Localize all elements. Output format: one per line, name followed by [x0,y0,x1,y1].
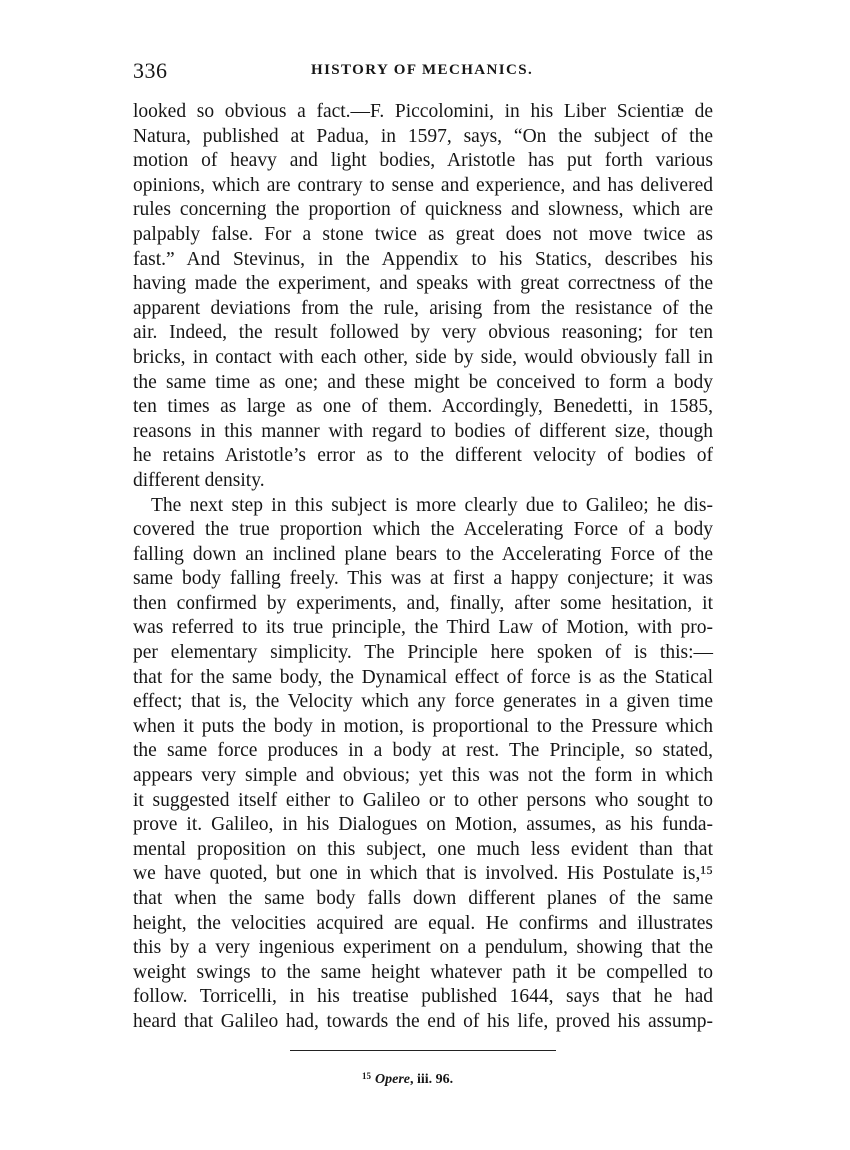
page-number: 336 [133,58,168,83]
text-line: looked so obvious a fact.—F. Piccolomini, in his Liber Scientiæ de [133,101,713,122]
text-line: prove it. Galileo, in his Dialogues on Motion, assumes, as his funda- [133,814,713,836]
text-line: ten times as large as one of them. Accordingly, Benedetti, in 1585, [133,396,713,418]
text-line: the same force produces in a body at rest. The Principle, so stated, [133,740,713,762]
text-line: this by a very ingenious experiment on a pendulum, showing that the [133,937,713,959]
text-line: he retains Aristotle’s error as to the different velocity of bodies of [133,445,713,467]
text-line: the same time as one; and these might be conceived to form a body [133,371,713,393]
text-line: fast.” And Stevinus, in the Appendix to his Statics, describes his [133,248,713,270]
text-line: palpably false. For a stone twice as great does not move twice as [133,223,713,245]
text-line: per elementary simplicity. The Principle here spoken of is this:— [133,642,713,664]
text-line: same body falling freely. This was at first a happy conjecture; it was [133,568,713,590]
text-line: that for the same body, the Dynamical effect of force is as the Statical [133,666,713,688]
text-line: mental proposition on this subject, one much less evident than that [133,838,713,860]
text-line: was referred to its true principle, the Third Law of Motion, with pro- [133,617,713,639]
text-line: opinions, which are contrary to sense and experience, and has delivered [133,174,713,196]
text-line: apparent deviations from the rule, arising from the resistance of the [133,297,713,319]
running-head [133,58,713,86]
text-line: when it puts the body in motion, is proportional to the Pressure which [133,715,713,737]
text-line: air. Indeed, the result followed by very obvious reasoning; for ten [133,322,713,344]
footnote [362,1071,453,1088]
text-line: The next step in this subject is more clearly due to Galileo; he dis- [151,494,713,516]
text-line: effect; that is, the Velocity which any force generates in a given time [133,691,713,713]
text-line: we have quoted, but one in which that is involved. His Postulate is,¹⁵ [133,863,713,885]
text-line: appears very simple and obvious; yet this was not the form in which [133,765,713,787]
text-line: heard that Galileo had, towards the end of his life, proved his assump- [133,1010,713,1032]
text-line: covered the true proportion which the Accelerating Force of a body [133,519,713,541]
text-line: rules concerning the proportion of quickness and slowness, which are [133,199,713,221]
text-line: it suggested itself either to Galileo or to other persons who sought to [133,789,713,811]
footnote-divider [290,1050,556,1051]
footnote-marker: 15 [362,1071,371,1081]
running-title: HISTORY OF MECHANICS. [311,62,534,78]
text-line: Natura, published at Padua, in 1597, says, “On the subject of the [133,125,713,147]
text-line: motion of heavy and light bodies, Aristotle has put forth various [133,150,713,172]
text-line: weight swings to the same height whatever path it be compelled to [133,961,713,983]
text-line: that when the same body falls down different planes of the same [133,888,713,909]
footnote-reference: , iii. 96. [410,1072,454,1087]
text-line: follow. Torricelli, in his treatise published 1644, says that he had [133,986,713,1008]
footnote-title: Opere [375,1072,410,1087]
text-line: different density. [133,469,265,491]
text-line: reasons in this manner with regard to bodies of different size, though [133,420,713,442]
text-line: then confirmed by experiments, and, finally, after some hesitation, it [133,592,713,614]
text-line: falling down an inclined plane bears to the Accelerating Force of the [133,543,713,565]
text-line: height, the velocities acquired are equal. He confirms and illustrates [133,912,713,934]
text-line: bricks, in contact with each other, side by side, would obviously fall in [133,346,713,368]
body-text [133,100,713,1035]
text-line: having made the experiment, and speaks with great correctness of the [133,273,713,295]
